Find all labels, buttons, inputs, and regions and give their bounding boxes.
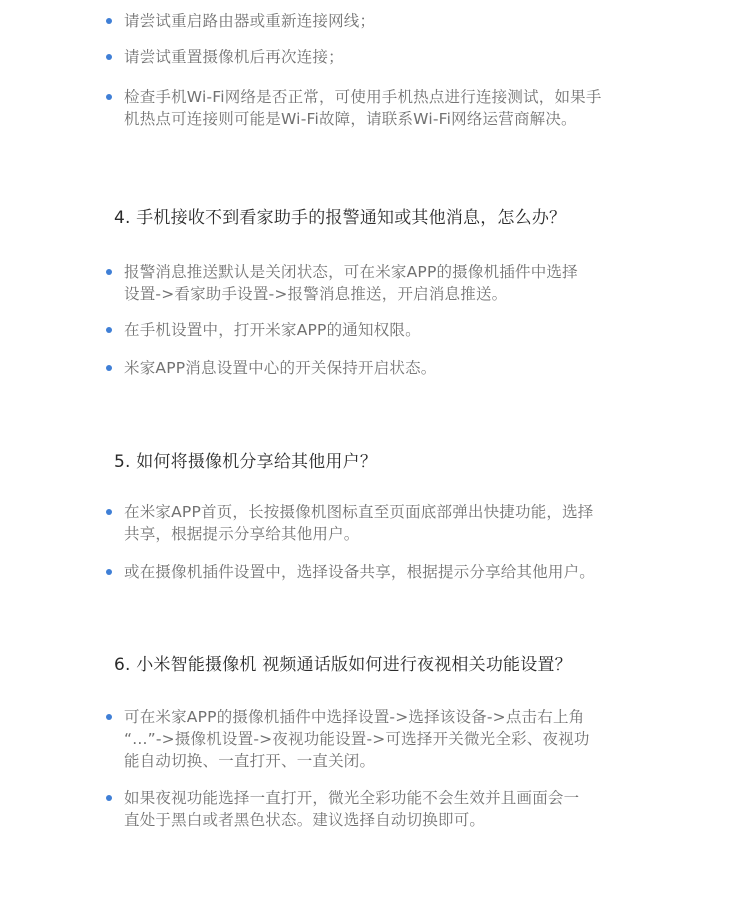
list-item-text: 可在米家APP的摄像机插件中选择设置->选择该设备->点击右上角: [124, 708, 585, 726]
list-item: [124, 261, 644, 305]
list-item-text: 或在摄像机插件设置中，选择设备共享，根据提示分享给其他用户。: [124, 563, 596, 581]
list-item-text: 检查手机Wi-Fi网络是否正常，可使用手机热点进行连接测试，如果手: [124, 88, 602, 106]
list-item-text: 设置->看家助手设置->报警消息推送，开启消息推送。: [124, 285, 508, 303]
list-item-text: 报警消息推送默认是关闭状态，可在米家APP的摄像机插件中选择: [124, 263, 578, 281]
list-item-text: 能自动切换、一直打开、一直关闭。: [124, 752, 376, 770]
list-item-text: “...”->摄像机设置->夜视功能设置->可选择开关微光全彩、夜视功: [124, 730, 590, 748]
list-item-text: 在米家APP首页，长按摄像机图标直至页面底部弹出快捷功能，选择: [124, 503, 594, 521]
list-item-text: 请尝试重启路由器或重新连接网线；: [124, 12, 376, 30]
list-item: [124, 86, 644, 130]
list-item: [124, 561, 644, 583]
section-heading-4: 4. 手机接收不到看家助手的报警通知或其他消息，怎么办？: [114, 208, 567, 228]
list-item: [124, 10, 644, 32]
list-item-text: 直处于黑白或者黑色状态。建议选择自动切换即可。: [124, 811, 486, 829]
section-heading-5: 5. 如何将摄像机分享给其他用户？: [114, 452, 378, 472]
list-item: [124, 501, 644, 545]
list-item: [124, 319, 644, 341]
list-item: [124, 357, 644, 379]
list-item: [124, 46, 644, 68]
list-item-text: 共享，根据提示分享给其他用户。: [124, 525, 360, 543]
list-item-text: 米家APP消息设置中心的开关保持开启状态。: [124, 359, 437, 377]
list-item-text: 在手机设置中，打开米家APP的通知权限。: [124, 321, 421, 339]
list-item: [124, 706, 644, 772]
list-item-text: 请尝试重置摄像机后再次连接；: [124, 48, 344, 66]
list-item-text: 如果夜视功能选择一直打开，微光全彩功能不会生效并且画面会一: [124, 789, 580, 807]
list-item-text: 机热点可连接则可能是Wi-Fi故障，请联系Wi-Fi网络运营商解决。: [124, 110, 577, 128]
section-heading-6: 6. 小米智能摄像机 视频通话版如何进行夜视相关功能设置？: [114, 655, 572, 675]
list-item: [124, 787, 644, 831]
